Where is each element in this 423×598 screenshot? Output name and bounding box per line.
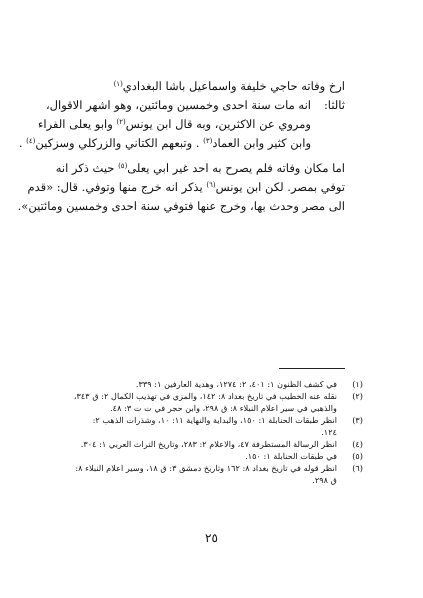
footnote-number: (٣) [352, 415, 363, 425]
footnote-line [58, 402, 363, 414]
footnote-ref: (٥) [118, 162, 128, 170]
text-run: ومروي عن الاكثرين، وبه قال ابن يونس [125, 117, 311, 131]
text-run: اما مكان وفاته فلم يصرح به احد غير ابي يعلى [127, 161, 345, 175]
footnote-text: ق ٢٩٨. [312, 475, 337, 485]
footnote-ref: (١) [113, 80, 123, 88]
section-label: ثالثا: [323, 98, 345, 112]
paragraph-3-line-1 [55, 159, 345, 178]
paragraph-3-line-2 [27, 178, 345, 197]
footnote-number [337, 402, 363, 414]
footnote-text: نقله عنه الخطيب في تاريخ بغداد ٨: ١٤٢، والمزي في تهذيب الكمال ٢: ق ٣٤٣، [73, 391, 337, 401]
section-line-1: انه مات سنة احدى وخمسين ومائتين، وهو اشهر الاقوال، [45, 98, 311, 112]
footnote-line [58, 390, 363, 402]
footnote-number: (٦) [352, 463, 363, 473]
footnote-text: في طبقات الحنابلة ١: ١٥٠. [245, 451, 337, 461]
footnote-line [58, 414, 363, 426]
footnote-separator [279, 368, 345, 369]
footnote-number [337, 474, 363, 486]
text-run: يذكر انه خرج منها وتوفي. قال: «قدم [27, 180, 207, 194]
section-line-2 [19, 115, 311, 134]
footnote-ref: (٦) [206, 181, 216, 189]
footnote-number: (٤) [352, 439, 363, 449]
paragraph-3 [17, 159, 345, 216]
footnote-text: والذهبي في سير اعلام النبلاء ٨: ق ٢٩٨، وابن حجر في ت ت ٣: ٤٨. [110, 403, 337, 413]
footnote-number: (٢) [352, 391, 363, 401]
text-run: . [18, 136, 27, 150]
footnote-line [58, 450, 363, 462]
footnote-ref: (٤) [26, 137, 36, 145]
footnote-line [58, 462, 363, 474]
footnote-line [58, 378, 363, 390]
text-run: وابن كثير وابن العماد [212, 136, 311, 150]
section-third [18, 96, 345, 153]
paragraph-1-line [65, 77, 345, 96]
footnote-ref: (٣) [203, 137, 213, 145]
text-run: حيث ذكر انه [55, 161, 119, 175]
footnote-ref: (٢) [116, 118, 126, 126]
footnote-text: انظر طبقات الحنابلة ١: ١٥٠، والبداية والنهاية ١١: ١٠، وشذرات الذهب ٢: [92, 415, 337, 425]
footnotes [58, 378, 363, 486]
text-run: ارخ وفاته حاجي خليفة واسماعيل باشا البغدادي [122, 79, 345, 93]
footnote-number [337, 426, 363, 438]
footnote-line [58, 438, 363, 450]
text-run: . وتبعهم الكتاني والزركلي وسزكين [35, 136, 204, 150]
footnote-line [58, 474, 363, 486]
section-line-3 [19, 134, 311, 153]
text-run: توفي بمصر. لكن ابن يونس [215, 180, 345, 194]
text-run: وابو يعلى الفراء [37, 117, 117, 131]
footnote-text: في كشف الظنون ١: ٤٠١، ٢: ١٢٧٤، وهدية العارفين ١: ٣٣٩. [135, 379, 337, 389]
paragraph-3-line-3: الى مصر وحدث بها، وخرج عنها فتوفي سنة احدى وخمسين ومائتين». [17, 199, 345, 213]
footnote-number: (١) [352, 379, 363, 389]
footnote-text: انظر قوله في تاريخ بغداد ٨: ١٦٢ وتاريخ دمشق ٣: ق ١٨، وسير اعلام النبلاء ٨: [75, 463, 337, 473]
footnote-line [58, 426, 363, 438]
footnote-number: (٥) [352, 451, 363, 461]
body-text [17, 77, 345, 216]
footnote-text: ١٢٤. [321, 427, 337, 437]
footnote-text: انظر الرسالة المستطرفة ٤٧، والاعلام ٢: ٢٨٣، وتاريخ التراث العربي ١: ٣٠٤. [80, 439, 337, 449]
page-number: ٢٥ [205, 531, 218, 545]
